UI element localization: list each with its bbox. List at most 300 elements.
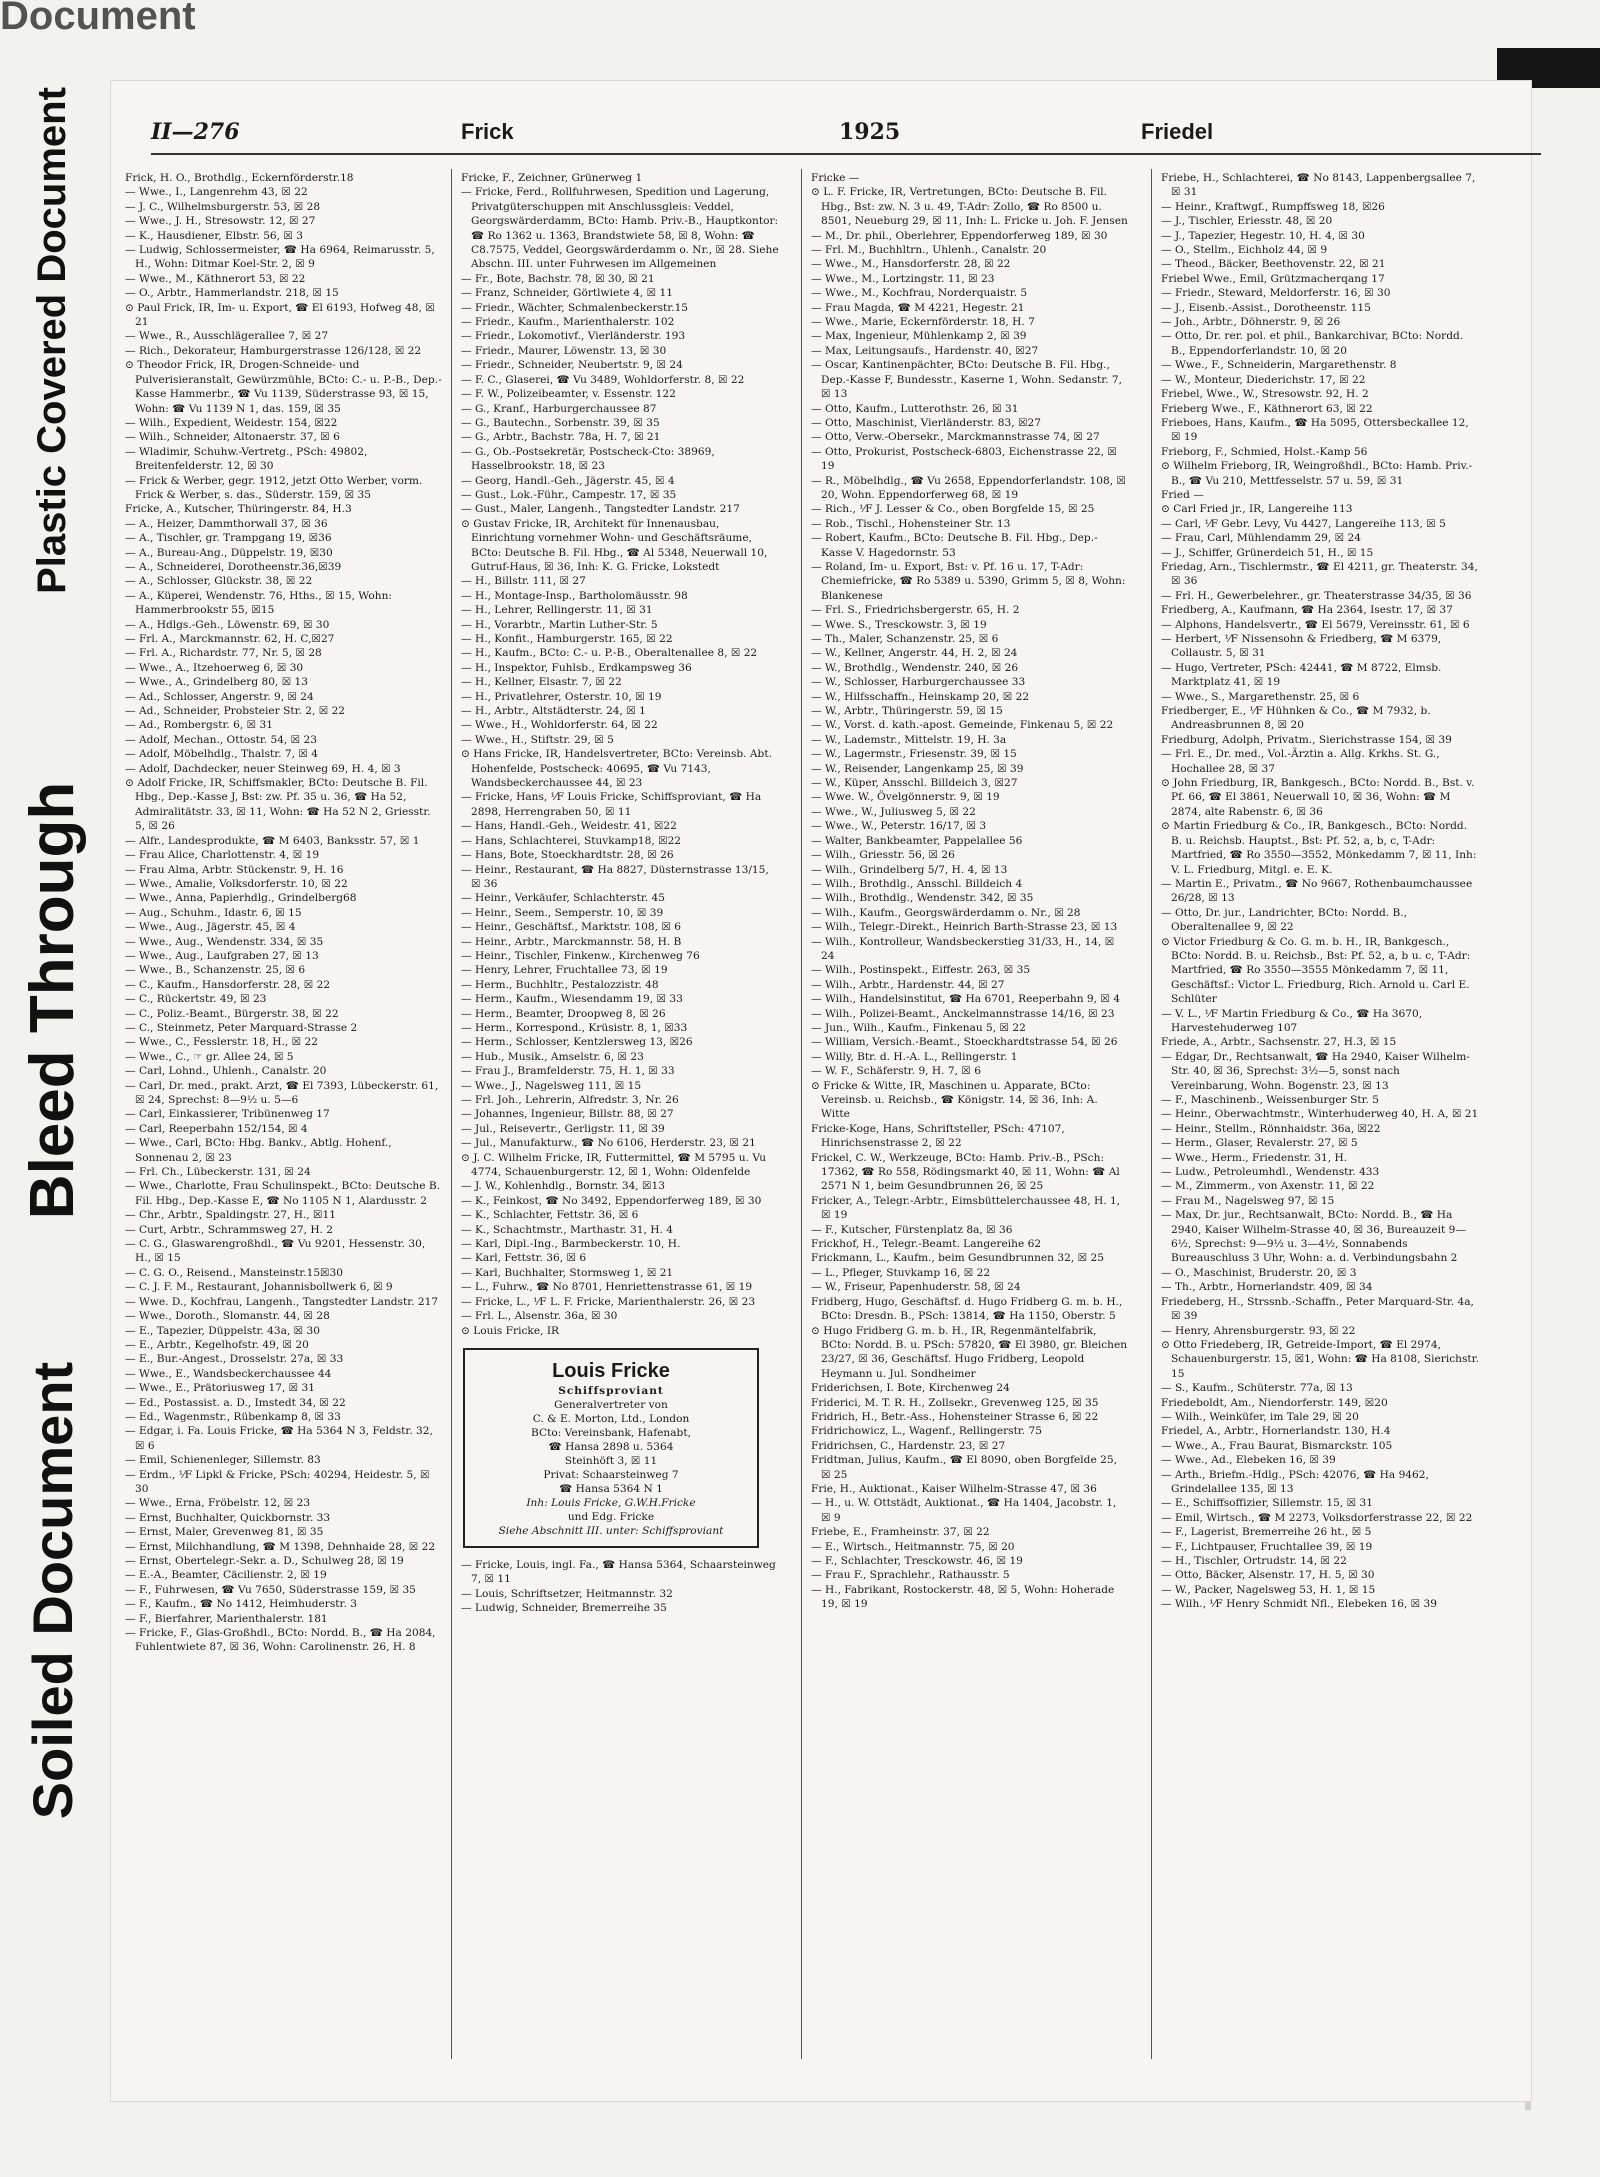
directory-entry: — Th., Arbtr., Hornerlandstr. 409, ☒ 34 <box>1161 1281 1373 1294</box>
directory-entry: — F., Maschinenb., Weissenburger Str. 5 <box>1161 1094 1379 1106</box>
directory-entry: Fried — <box>1161 488 1204 501</box>
directory-entry: — Wwe., Aug., Wendenstr. 334, ☒ 35 <box>125 935 324 948</box>
directory-entry: Friedberg, A., Kaufmann, ☎ Ha 2364, Isestr. 17, ☒ 37 <box>1161 604 1453 617</box>
directory-entry: — C., Rückertstr. 49, ☒ 23 <box>125 993 267 1006</box>
directory-entry: — Th., Maler, Schanzenstr. 25, ☒ 6 <box>811 633 999 645</box>
directory-entry: — Fricke, Louis, ingl. Fa., ☎ Hansa 5364, Schaarsteinweg 7, ☒ 11 <box>461 1558 776 1586</box>
directory-entry: — C., Poliz.-Beamt., Bürgerstr. 38, ☒ 22 <box>125 1007 339 1020</box>
directory-entry: — Arth., Briefm.-Hdlg., PSch: 42076, ☎ Ha 9462, Grindelallee 135, ☒ 13 <box>1161 1468 1429 1495</box>
directory-entry: — H., Arbtr., Altstädterstr. 24, ☒ 1 <box>461 705 646 718</box>
directory-entry: — Frau F., Sprachlehr., Rathausstr. 5 <box>811 1569 1010 1582</box>
directory-entry: — W., Brothdlg., Wendenstr. 240, ☒ 26 <box>811 661 1019 674</box>
stamp-plastic-covered: Plastic Covered Document <box>30 86 75 594</box>
ad-subtitle: Schiffsproviant <box>558 1384 664 1397</box>
directory-entry: — Wwe., R., Ausschlägerallee 7, ☒ 27 <box>125 330 329 343</box>
directory-entry: — K., Schlachter, Fettstr. 36, ☒ 6 <box>461 1209 639 1222</box>
directory-entry: — Karl, Fettstr. 36, ☒ 6 <box>461 1252 587 1265</box>
directory-entry: — Theod., Bäcker, Beethovenstr. 22, ☒ 21 <box>1161 258 1386 271</box>
directory-entry: — Willy, Btr. d. H.-A. L., Rellingerstr. 1 <box>811 1050 1018 1063</box>
directory-entry: — Wwe., M., Kochfrau, Norderquaistr. 5 <box>811 287 1028 300</box>
directory-entry: — Frau Magda, ☎ M 4221, Hegestr. 21 <box>811 301 1025 314</box>
directory-entry: — Roland, Im- u. Export, Bst: v. Pf. 16 u. 17, T-Adr: Chemiefricke, ☎ Ro 5389 u. 5390, Grimm 5, ☒ 8, Wohn: Blankenese <box>811 560 1126 602</box>
directory-entry: — W., Reisender, Langenkamp 25, ☒ 39 <box>811 762 1024 775</box>
directory-entry: — A., Bureau-Ang., Düppelstr. 19, ☒30 <box>125 546 333 559</box>
directory-entry: — F., Kutscher, Fürstenplatz 8a, ☒ 36 <box>811 1223 1013 1236</box>
directory-entry: — Wilh., Schneider, Altonaerstr. 37, ☒ 6 <box>125 431 340 444</box>
directory-entry: — Wwe., Aug., Laufgraben 27, ☒ 13 <box>125 949 319 962</box>
directory-entry: — E.-A., Beamter, Cäcilienstr. 2, ☒ 19 <box>125 1569 327 1582</box>
directory-entry: — Louis, Schriftsetzer, Heitmannstr. 32 <box>461 1587 673 1600</box>
directory-entry: — E., Bur.-Angest., Drosselstr. 27a, ☒ 33 <box>125 1353 344 1366</box>
directory-entry: — Wilh., Kontrolleur, Wandsbeckerstieg 31/33, H., 14, ☒ 24 <box>811 935 1115 962</box>
directory-entry: — Edgar, Dr., Rechtsanwalt, ☎ Ha 2940, Kaiser Wilhelm-Str. 40, ☒ 36, Sprechst: 3½—5, sonst nach Vereinbarung, Wohn. Bogenstr. 23, ☒ 13 <box>1161 1050 1470 1092</box>
directory-entry: Frieboes, Hans, Kaufm., ☎ Ha 5095, Ottersbeckallee 12, ☒ 19 <box>1161 416 1469 444</box>
directory-entry: — W., Küper, Ansschl. Billdeich 3, ☒27 <box>811 777 1018 790</box>
directory-entry: — Wilh., ⅟F Henry Schmidt Nfl., Elebeken 16, ☒ 39 <box>1161 1598 1438 1611</box>
directory-entry: — W., Arbtr., Thüringerstr. 59, ☒ 15 <box>811 705 1003 718</box>
directory-entry: — Aug., Schuhm., Idastr. 6, ☒ 15 <box>125 906 302 919</box>
directory-entry: — Hans, Schlachterei, Stuvkamp18, ☒22 <box>461 834 682 847</box>
directory-entry: — Frl. Ch., Lübeckerstr. 131, ☒ 24 <box>125 1166 311 1179</box>
directory-entry: ⊙ Otto Friedeberg, IR, Getreide-Import, ☎ El 2974, Schauenburgerstr. 15, ☒1, Wohn: ☎ Ha 8108, Sierichstr. 15 <box>1161 1338 1479 1380</box>
directory-entry: — J., Eisenb.-Assist., Dorotheenstr. 115 <box>1161 301 1371 314</box>
directory-entry: Fridrichowicz, L., Wagenf., Rellingerstr. 75 <box>811 1425 1042 1438</box>
directory-entry: — Fricke, Hans, ⅟F Louis Fricke, Schiffsproviant, ☎ Ha 2898, Herrengraben 50, ☒ 11 <box>461 791 762 818</box>
directory-entry: — G., Bautechn., Sorbenstr. 39, ☒ 35 <box>461 416 660 429</box>
directory-entry: — Wilh., Expedient, Weidestr. 154, ☒22 <box>125 416 338 429</box>
directory-entry: — Wwe., C., Fesslerstr. 18, H., ☒ 22 <box>125 1036 318 1049</box>
directory-entry: — Wilh., Telegr.-Direkt., Heinrich Barth-Strasse 23, ☒ 13 <box>811 921 1118 934</box>
directory-entry: — Frl. S., Friedrichsbergerstr. 65, H. 2 <box>811 604 1020 617</box>
ad-line: Privat: Schaarsteinweg 7 <box>543 1468 679 1481</box>
directory-entry: Fricke-Koge, Hans, Schriftsteller, PSch: 47107, Hinrichsenstrasse 2, ☒ 22 <box>811 1122 1065 1150</box>
directory-entry: Frick, H. O., Brothdlg., Eckernförderstr.18 <box>125 172 354 184</box>
directory-entry: — Wwe., Erna, Fröbelstr. 12, ☒ 23 <box>125 1497 311 1510</box>
directory-entry: — W., Friseur, Papenhuderstr. 58, ☒ 24 <box>811 1281 1021 1294</box>
directory-entry: Friede, A., Arbtr., Sachsenstr. 27, H.3, ☒ 15 <box>1161 1036 1397 1049</box>
directory-entry: — R., Möbelhdlg., ☎ Vu 2658, Eppendorferlandstr. 108, ☒ 20, Wohn. Eppendorferweg 68, ☒ 19 <box>811 474 1126 501</box>
directory-entry: — A., Heizer, Dammthorwall 37, ☒ 36 <box>125 517 328 530</box>
directory-entry: — Wilh., Arbtr., Hardenstr. 44, ☒ 27 <box>811 978 1005 991</box>
directory-entry: — G., Ob.-Postsekretär, Postscheck-Cto: 38969, Hasselbrookstr. 18, ☒ 23 <box>461 445 715 473</box>
directory-entry: — Frl. H., Gewerbelehrer., gr. Theaterstrasse 34/35, ☒ 36 <box>1161 589 1472 602</box>
directory-entry: — H., Konfit., Hamburgerstr. 165, ☒ 22 <box>461 633 673 645</box>
directory-entry: — H., Inspektor, Fuhlsb., Erdkampsweg 36 <box>461 661 692 674</box>
directory-entry: — A., Schneiderei, Dorotheenstr.36,☒39 <box>125 560 342 573</box>
directory-entry: ⊙ Paul Frick, IR, Im- u. Export, ☎ El 6193, Hofweg 48, ☒ 21 <box>125 301 435 329</box>
directory-entry: ⊙ Hugo Fridberg G. m. b. H., IR, Regenmäntelfabrik, BCto: Nordd. B. u. PSch: 57820, ☎ El 3980, gr. Bleichen 23/27, ☒ 36, Geschäftsf. Hugo Fridberg, Leopold Heymann u. Jul. Sondheimer <box>811 1324 1128 1380</box>
directory-entry: — Otto, Dr. jur., Landrichter, BCto: Nordd. B., Oberaltenallee 9, ☒ 22 <box>1161 906 1408 934</box>
directory-entry: ⊙ Adolf Fricke, IR, Schiffsmakler, BCto: Deutsche B. Fil. Hbg., Dep.-Kasse J, Bst: zw. Pf. 35 u. 36, ☎ Ha 52, Admiralitätstr. 33, ☒ 11, Wohn: ☎ Ha 52 N 2, Griesstr. 5, ☒ 26 <box>125 777 431 833</box>
directory-entry: — Friedr., Lokomotivf., Vierländerstr. 193 <box>461 330 686 343</box>
directory-entry: — Wwe., Aug., Jägerstr. 45, ☒ 4 <box>125 921 296 934</box>
directory-entry: — Wwe., F., Schneiderin, Margarethenstr. 8 <box>1161 359 1397 372</box>
directory-entry: — Wwe., Marie, Eckernförderstr. 18, H. 7 <box>811 316 1035 329</box>
directory-entry: — Wilh., Postinspekt., Eiffestr. 263, ☒ 35 <box>811 964 1031 977</box>
header-year: 1925 <box>839 119 901 145</box>
directory-entry: — Jul., Reisevertr., Gerligstr. 11, ☒ 39 <box>461 1122 665 1135</box>
directory-entry: — W., Lademstr., Mittelstr. 19, H. 3a <box>811 733 1007 746</box>
stamp-partial: Document <box>0 0 196 38</box>
directory-entry: — W., Packer, Nagelsweg 53, H. 1, ☒ 15 <box>1161 1583 1376 1596</box>
directory-entry: Friedberger, E., ⅟F Hühnken & Co., ☎ M 7932, b. Andreasbrunnen 8, ☒ 20 <box>1161 705 1431 732</box>
directory-entry: Fricke, F., Zeichner, Grünerweg 1 <box>461 172 643 184</box>
directory-entry: — Wilh., Handelsinstitut, ☎ Ha 6701, Reeperbahn 9, ☒ 4 <box>811 993 1120 1006</box>
directory-entry: — Wilh., Polizei-Beamt., Anckelmannstrasse 14/16, ☒ 23 <box>811 1007 1115 1020</box>
directory-entry: — W., Hilfsschaffn., Heinskamp 20, ☒ 22 <box>811 690 1030 703</box>
directory-entry: — Wilh., Griesstr. 56, ☒ 26 <box>811 849 955 862</box>
directory-entry: — Oscar, Kantinenpächter, BCto: Deutsche B. Fil. Hbg., Dep.-Kasse F, Bundesstr., Kaserne 1, Wohn. Sedanstr. 7, ☒ 13 <box>811 359 1123 401</box>
column-divider <box>1151 169 1152 2059</box>
directory-entry: — Frau Alice, Charlottenstr. 4, ☒ 19 <box>125 849 320 862</box>
directory-entry: Fricke, A., Kutscher, Thüringerstr. 84, H.3 <box>125 503 352 516</box>
directory-entry: Fridberg, Hugo, Geschäftsf. d. Hugo Fridberg G. m. b. H., BCto: Dresdn. B., PSch: 13814, ☎ Ha 1150, Oberstr. 5 <box>811 1295 1123 1323</box>
directory-entry: — F., Fuhrwesen, ☎ Vu 7650, Süderstrasse 159, ☒ 35 <box>125 1583 416 1596</box>
directory-entry: Fridrich, H., Betr.-Ass., Hohensteiner Strasse 6, ☒ 22 <box>811 1410 1099 1423</box>
directory-entry: ⊙ Gustav Fricke, IR, Architekt für Innenausbau, Einrichtung vornehmer Wohn- und Geschäftsräume, BCto: Deutsche B. Fil. Hbg., ☎ Al 5348, Neuerwall 10, Gutruf-Haus, ☒ 36, Inh: K. G. Fricke, Lokstedt <box>461 517 768 573</box>
directory-entry: — Frl. M., Buchhltrn., Uhlenh., Canalstr. 20 <box>811 244 1047 257</box>
directory-entry: — Ernst, Milchhandlung, ☎ M 1398, Dehnhaide 28, ☒ 22 <box>125 1540 436 1553</box>
ad-line: und Edg. Fricke <box>567 1510 655 1523</box>
directory-entry: Friebe, E., Framheinstr. 37, ☒ 22 <box>811 1526 990 1539</box>
directory-entry: — H., Kaufm., BCto: C.- u. P.-B., Oberaltenallee 8, ☒ 22 <box>461 647 758 660</box>
ad-line: Steinhöft 3, ☒ 11 <box>564 1454 658 1467</box>
column-4 <box>1161 171 1479 2061</box>
directory-entry: — W., Schlosser, Harburgerchaussee 33 <box>811 676 1026 689</box>
directory-entry: — Wwe., A., Grindelberg 80, ☒ 13 <box>125 676 309 689</box>
directory-entry: — E., Tapezier, Düppelstr. 43a, ☒ 30 <box>125 1324 321 1337</box>
ad-title: Louis Fricke <box>552 1359 670 1382</box>
directory-entry: — Frl. A., Marckmannstr. 62, H. C,☒27 <box>125 633 335 645</box>
directory-entry: — Erdm., ⅟F Lipkl & Fricke, PSch: 40294, Heidestr. 5, ☒ 30 <box>125 1468 430 1495</box>
ad-line: Inh: Louis Fricke, G.W.H.Fricke <box>526 1496 696 1509</box>
directory-entry: — Wwe., Ad., Elebeken 16, ☒ 39 <box>1161 1454 1336 1467</box>
directory-entry: — Frau M., Nagelsweg 97, ☒ 15 <box>1161 1194 1335 1207</box>
stamp-bleed-through: Bleed Through <box>18 781 88 1219</box>
directory-entry: — Wilh., Brothdlg., Wendenstr. 342, ☒ 35 <box>811 892 1034 905</box>
directory-entry: — Jun., Wilh., Kaufm., Finkenau 5, ☒ 22 <box>811 1021 1026 1034</box>
directory-entry: ⊙ Martin Friedburg & Co., IR, Bankgesch., BCto: Nordd. B. u. Reichsb. Hauptst., Bst: Pf. 52, a, b, c, T-Adr: Martfried, ☎ Ro 3550—3552, Mönkedamm 7, ☒ 11, Inh: V. L. Friedburg, Mitgl. e. E. K. <box>1161 820 1477 876</box>
directory-entry: — Ernst, Buchhalter, Quickbornstr. 33 <box>125 1511 331 1524</box>
directory-entry: — O., Arbtr., Hammerlandstr. 218, ☒ 15 <box>125 287 339 300</box>
directory-entry: — Otto, Kaufm., Lutterothstr. 26, ☒ 31 <box>811 402 1019 415</box>
directory-entry: — Herm., Korrespond., Krüsistr. 8, 1, ☒33 <box>461 1021 688 1034</box>
directory-entry: Friedeberg, H., Strssnb.-Schaffn., Peter Marquard-Str. 4a, ☒ 39 <box>1161 1295 1474 1323</box>
directory-entry: — Johannes, Ingenieur, Billstr. 88, ☒ 27 <box>461 1108 674 1121</box>
directory-entry: — Martin E., Privatm., ☎ No 9667, Rothenbaumchaussee 26/28, ☒ 13 <box>1161 877 1473 905</box>
directory-entry: — J. W., Kohlenhdlg., Bornstr. 34, ☒13 <box>461 1180 666 1193</box>
directory-entry: — Emil, Schienenleger, Sillemstr. 83 <box>125 1454 321 1467</box>
directory-entry: — W., Kellner, Angerstr. 44, H. 2, ☒ 24 <box>811 647 1018 660</box>
directory-entry: — Frick & Werber, gegr. 1912, jetzt Otto Werber, vorm. Frick & Werber, s. das., Süderstr. 159, ☒ 35 <box>125 474 423 501</box>
directory-entry: — Ernst, Obertelegr.-Sekr. a. D., Schulweg 28, ☒ 19 <box>125 1555 404 1567</box>
directory-entry: — Frau J., Bramfelderstr. 75, H. 1, ☒ 33 <box>461 1065 675 1078</box>
directory-entry: — A., Tischler, gr. Trampgang 19, ☒36 <box>125 532 332 545</box>
directory-entry: Friedburg, Adolph, Privatm., Sierichstrasse 154, ☒ 39 <box>1161 733 1452 746</box>
directory-entry: — Wilh., Weinküfer, im Tale 29, ☒ 20 <box>1161 1410 1359 1423</box>
directory-entry: — Frl. Joh., Lehrerin, Alfredstr. 3, Nr. 26 <box>461 1094 679 1106</box>
directory-entry: — Wwe., E., Prätoriusweg 17, ☒ 31 <box>125 1382 316 1395</box>
directory-entry: Frieborg, F., Schmied, Holst.-Kamp 56 <box>1161 445 1368 458</box>
directory-entry: — G., Kranf., Harburgerchaussee 87 <box>461 402 657 415</box>
directory-entry: — Ludw., Petroleumhdl., Wendenstr. 433 <box>1161 1166 1380 1179</box>
header-left-word: Frick <box>461 119 514 144</box>
directory-entry: — F., Lichtpauser, Fruchtallee 39, ☒ 19 <box>1161 1540 1373 1553</box>
directory-entry: ⊙ Fricke & Witte, IR, Maschinen u. Apparate, BCto: Vereinsb. u. Reichsb., ☎ Königstr. 14, ☒ 36, Inh: A. Witte <box>811 1079 1098 1121</box>
directory-entry: — Edgar, i. Fa. Louis Fricke, ☎ Ha 5364 N 3, Feldstr. 32, ☒ 6 <box>125 1425 433 1452</box>
directory-entry: Friebe, H., Schlachterei, ☎ No 8143, Lappenbergsallee 7, ☒ 31 <box>1161 172 1476 199</box>
directory-entry: Friedel, A., Arbtr., Hornerlandstr. 130, H.4 <box>1161 1425 1391 1438</box>
column-2 <box>461 171 779 2061</box>
directory-entry: — Wwe., M., Hansdorferstr. 28, ☒ 22 <box>811 258 1011 271</box>
directory-entry: — Frau Alma, Arbtr. Stückenstr. 9, H. 16 <box>125 863 344 876</box>
directory-entry: — William, Versich.-Beamt., Stoeckhardtstrasse 54, ☒ 26 <box>811 1036 1118 1049</box>
directory-entry: — Otto, Verw.-Obersekr., Marckmannstrasse 74, ☒ 27 <box>811 431 1100 444</box>
directory-entry: — Emil, Wirtsch., ☎ M 2273, Volksdorferstrasse 22, ☒ 22 <box>1161 1511 1473 1524</box>
ad-line: ☎ Hansa 5364 N 1 <box>559 1482 663 1495</box>
directory-entry: — Wwe., J. H., Stresowstr. 12, ☒ 27 <box>125 215 316 228</box>
directory-entry: — W., Vorst. d. kath.-apost. Gemeinde, Finkenau 5, ☒ 22 <box>811 719 1114 732</box>
directory-entry: Friedag, Arn., Tischlermstr., ☎ El 4211, gr. Theaterstr. 34, ☒ 36 <box>1161 560 1478 588</box>
directory-entry: — Ludwig, Schlossermeister, ☎ Ha 6964, Reimarusstr. 5, H., Wohn: Ditmar Koel-Str. 2, ☒ 9 <box>125 244 435 271</box>
directory-entry: — Wwe., W., Juliusweg 5, ☒ 22 <box>811 805 976 818</box>
directory-entry: — Ad., Schlosser, Angerstr. 9, ☒ 24 <box>125 690 314 703</box>
directory-entry: Fricker, A., Telegr.-Arbtr., Eimsbüttelerchaussee 48, H. 1, ☒ 19 <box>811 1194 1121 1222</box>
directory-entry: — J., Schiffer, Grünerdeich 51, H., ☒ 15 <box>1161 546 1374 559</box>
directory-entry: — Ernst, Maler, Grevenweg 81, ☒ 35 <box>125 1526 324 1539</box>
directory-entry: — Carl, Reeperbahn 152/154, ☒ 4 <box>125 1122 308 1135</box>
directory-entry: — Adolf, Dachdecker, neuer Steinweg 69, H. 4, ☒ 3 <box>125 762 401 775</box>
directory-entry: — J. C., Wilhelmsburgerstr. 53, ☒ 28 <box>125 200 321 213</box>
directory-entry: — K., Schachtmstr., Marthastr. 31, H. 4 <box>461 1223 673 1236</box>
directory-entry: — V. L., ⅟F Martin Friedburg & Co., ☎ Ha 3670, Harvestehuderweg 107 <box>1161 1007 1423 1034</box>
column-3 <box>811 171 1129 2061</box>
header-rule <box>151 153 1541 155</box>
directory-entry: — Adolf, Möbelhdlg., Thalstr. 7, ☒ 4 <box>125 748 318 761</box>
directory-entry: — Wwe. W., Övelgönnerstr. 9, ☒ 19 <box>811 791 1000 804</box>
ad-line: C. & E. Morton, Ltd., London <box>532 1412 690 1425</box>
directory-entry: — Ed., Postassist. a. D., Imstedt 34, ☒ 22 <box>125 1396 346 1409</box>
directory-entry: — Heinr., Restaurant, ☎ Ha 8827, Düsternstrasse 13/15, ☒ 36 <box>461 863 769 890</box>
directory-entry: — Alphons, Handelsvertr., ☎ El 5679, Vereinsstr. 61, ☒ 6 <box>1161 618 1470 631</box>
column-1 <box>125 171 443 2061</box>
directory-entry: — Hans, Bote, Stoeckhardtstr. 28, ☒ 26 <box>461 849 674 862</box>
directory-entry: ⊙ Victor Friedburg & Co. G. m. b. H., IR, Bankgesch., BCto: Nordd. B. u. Reichsb., Bst: Pf. 52, a, b u. c, T-Adr: Martfried, ☎ Ro 3550—3555 Mönkedamm 7, ☒ 11, Geschäftsf.: Victor L. Friedburg, Rich. Arnold u. Carl E. Schlüter <box>1161 935 1471 1006</box>
directory-entry: — W., Lagermstr., Friesenstr. 39, ☒ 15 <box>811 748 1017 761</box>
directory-entry: — Chr., Arbtr., Spaldingstr. 27, H., ☒11 <box>125 1209 337 1222</box>
directory-entry: ⊙ Carl Fried jr., IR, Langereihe 113 <box>1161 503 1353 516</box>
directory-entry: — Ludwig, Schneider, Bremerreihe 35 <box>461 1602 667 1615</box>
ad-line: ☎ Hansa 2898 u. 5364 <box>548 1440 674 1453</box>
directory-entry: — M., Dr. phil., Oberlehrer, Eppendorferweg 189, ☒ 30 <box>811 229 1108 242</box>
directory-entry: — J., Tapezier, Hegestr. 10, H. 4, ☒ 30 <box>1161 229 1365 242</box>
directory-entry: — H., Kellner, Elsastr. 7, ☒ 22 <box>461 676 622 689</box>
directory-entry: — H., Fabrikant, Rostockerstr. 48, ☒ 5, Wohn: Hoherade 19, ☒ 19 <box>811 1583 1115 1611</box>
ad-line: BCto: Vereinsbank, Hafenabt, <box>531 1426 691 1439</box>
directory-entry: ⊙ L. F. Fricke, IR, Vertretungen, BCto: Deutsche B. Fil. Hbg., Bst: zw. N. 3 u. 49, T-Adr: Zollo, ☎ Ro 8500 u. 8501, Neueburg 29, ☒ 11, Inh: L. Fricke u. Joh. F. Jensen <box>811 186 1128 228</box>
directory-entry: — Hub., Musik., Amselstr. 6, ☒ 23 <box>461 1050 644 1063</box>
directory-entry: — Heinr., Tischler, Finkenw., Kirchenweg 76 <box>461 949 700 962</box>
directory-entry: — Heinr., Seem., Semperstr. 10, ☒ 39 <box>461 906 664 919</box>
directory-entry: — K., Feinkost, ☎ No 3492, Eppendorferweg 189, ☒ 30 <box>461 1194 762 1207</box>
directory-entry: — Carl, Einkassierer, Tribünenweg 17 <box>125 1108 330 1121</box>
directory-entry: — Wwe., A., Frau Baurat, Bismarckstr. 105 <box>1161 1439 1393 1452</box>
directory-entry: — Wwe., Herm., Friedenstr. 31, H. <box>1161 1151 1348 1164</box>
directory-entry: — Fr., Bote, Bachstr. 78, ☒ 30, ☒ 21 <box>461 272 655 285</box>
column-divider <box>451 169 452 2059</box>
directory-entry: — Max, Leitungsaufs., Hardenstr. 40, ☒27 <box>811 344 1039 357</box>
directory-entry: — J., Tischler, Eriesstr. 48, ☒ 20 <box>1161 215 1333 228</box>
directory-entry: — Ad., Rombergstr. 6, ☒ 31 <box>125 719 273 732</box>
page-number: II—276 <box>151 119 240 145</box>
directory-entry: — Hugo, Vertreter, PSch: 42441, ☎ M 8722, Elmsb. Marktplatz 41, ☒ 19 <box>1161 661 1442 689</box>
directory-entry: — Wwe., Charlotte, Frau Schulinspekt., BCto: Deutsche B. Fil. Hbg., Dep.-Kasse E, ☎ No 1105 N 1, Alardusstr. 2 <box>125 1180 440 1207</box>
directory-entry: — F., Schlachter, Tresckowstr. 46, ☒ 19 <box>811 1555 1023 1567</box>
directory-entry: — Karl, Buchhalter, Stormsweg 1, ☒ 21 <box>461 1266 674 1279</box>
directory-entry: — Herm., Schlosser, Kentzlersweg 13, ☒26 <box>461 1036 693 1049</box>
directory-entry: — Hans, Handl.-Geh., Weidestr. 41, ☒22 <box>461 820 677 833</box>
directory-entry: — O., Stellm., Eichholz 44, ☒ 9 <box>1161 244 1328 257</box>
directory-entry: — Frau, Carl, Mühlendamm 29, ☒ 24 <box>1161 532 1361 545</box>
directory-entry: — Curt, Arbtr., Schrammsweg 27, H. 2 <box>125 1223 334 1236</box>
directory-entry: — Heinr., Arbtr., Marckmannstr. 58, H. B <box>461 935 682 948</box>
directory-entry: — Rich., Dekorateur, Hamburgerstrasse 126/128, ☒ 22 <box>125 344 422 357</box>
directory-entry: — Max, Dr. jur., Rechtsanwalt, BCto: Nordd. B., ☎ Ha 2940, Kaiser Wilhelm-Strasse 40, ☒ 36, Bureauzeit 9—6½, Sprechst: 9—9½ u. 3—4½, Sonnabends Bureauschluss 3 Uhr, Wohn: a. d. Verbindungsbahn 2 <box>1161 1209 1467 1265</box>
directory-entry: — Herm., Kaufm., Wiesendamm 19, ☒ 33 <box>461 993 683 1006</box>
directory-entry: Fridtman, Julius, Kaufm., ☎ El 8090, oben Borgfelde 25, ☒ 25 <box>811 1454 1117 1481</box>
directory-entry: Friebel, Wwe., W., Stresowstr. 92, H. 2 <box>1161 388 1369 401</box>
directory-entry: — W. F., Schäferstr. 9, H. 7, ☒ 6 <box>811 1065 981 1078</box>
directory-entry: — Friedr., Wächter, Schmalenbeckerstr.15 <box>461 301 689 314</box>
directory-page <box>110 80 1532 2102</box>
directory-entry: — Frl. L., Alsenstr. 36a, ☒ 30 <box>461 1310 618 1323</box>
directory-entry: — A., Schlosser, Glückstr. 38, ☒ 22 <box>125 575 313 588</box>
directory-entry: — Carl, Lohnd., Uhlenh., Canalstr. 20 <box>125 1065 327 1078</box>
directory-entry: Frie, H., Auktionat., Kaiser Wilhelm-Strasse 47, ☒ 36 <box>811 1482 1097 1495</box>
directory-entry: — Heinr., Verkäufer, Schlachterstr. 45 <box>461 892 665 905</box>
directory-entry: — Max, Ingenieur, Mühlenkamp 2, ☒ 39 <box>811 330 1027 343</box>
directory-entry: — O., Maschinist, Bruderstr. 20, ☒ 3 <box>1161 1266 1357 1279</box>
directory-entry: — Jul., Manufakturw., ☎ No 6106, Herderstr. 23, ☒ 21 <box>461 1137 756 1150</box>
directory-entry: — S., Kaufm., Schüterstr. 77a, ☒ 13 <box>1161 1382 1353 1395</box>
directory-entry: — Henry, Lehrer, Fruchtallee 73, ☒ 19 <box>461 964 668 977</box>
directory-entry: — Fricke, L., ⅟F L. F. Fricke, Marienthalerstr. 26, ☒ 23 <box>461 1295 756 1308</box>
directory-entry: — Wwe., Doroth., Slomanstr. 44, ☒ 28 <box>125 1310 330 1323</box>
directory-entry: — Heinr., Geschäftsf., Marktstr. 108, ☒ 6 <box>461 921 681 934</box>
column-divider <box>801 169 802 2059</box>
directory-entry: — Carl, Dr. med., prakt. Arzt, ☎ El 7393, Lübeckerstr. 61, ☒ 24, Sprechst: 8—9½ u. 5—6 <box>125 1079 439 1106</box>
directory-entry: — Wwe., E., Wandsbeckerchaussee 44 <box>125 1367 332 1380</box>
directory-entry: — Wilh., Kaufm., Georgswärderdamm o. Nr., ☒ 28 <box>811 906 1081 919</box>
directory-entry: — Henry, Ahrensburgerstr. 93, ☒ 22 <box>1161 1324 1356 1337</box>
directory-entry: — Friedr., Schneider, Neubertstr. 9, ☒ 24 <box>461 359 683 372</box>
directory-entry: — C. G. O., Reisend., Mansteinstr.15☒30 <box>125 1266 344 1279</box>
directory-entry: Frickel, C. W., Werkzeuge, BCto: Hamb. Priv.-B., PSch: 17362, ☎ Ro 558, Rödingsmarkt 40, ☒ 11, Wohn: ☎ Al 2571 N 1, beim Gesundbrunnen 26, ☒ 25 <box>811 1151 1120 1193</box>
directory-entry: — Wilh., Grindelberg 5/7, H. 4, ☒ 13 <box>811 863 1008 876</box>
directory-entry: — Wwe., I., Langenrehm 43, ☒ 22 <box>125 186 308 199</box>
directory-entry: ⊙ J. C. Wilhelm Fricke, IR, Futtermittel, ☎ M 5795 u. Vu 4774, Schauenburgerstr. 12, ☒ 1, Wohn: Oldenfelde <box>461 1151 767 1179</box>
directory-entry: — Wwe., M., Käthnerort 53, ☒ 22 <box>125 272 306 285</box>
directory-entry: ⊙ John Friedburg, IR, Bankgesch., BCto: Nordd. B., Bst. v. Pf. 66, ☎ El 3861, Neuerwall 10, ☒ 36, Wohn: ☎ M 2874, alte Rabenstr. 6, ☒ 36 <box>1161 777 1475 818</box>
directory-entry: ⊙ Louis Fricke, IR <box>461 1324 559 1337</box>
directory-entry: — H., u. W. Ottstädt, Auktionat., ☎ Ha 1404, Jacobstr. 1, ☒ 9 <box>811 1497 1117 1524</box>
directory-entry: — L., Pfleger, Stuvkamp 16, ☒ 22 <box>811 1266 991 1279</box>
directory-entry: — F., Bierfahrer, Marienthalerstr. 181 <box>125 1612 328 1625</box>
directory-entry: — Carl, ⅟F Gebr. Levy, Vu 4427, Langereihe 113, ☒ 5 <box>1161 517 1446 530</box>
directory-entry: — Herbert, ⅟F Nissensohn & Friedberg, ☎ M 6379, Collaustr. 5, ☒ 31 <box>1161 633 1442 660</box>
directory-entry: — Herm., Glaser, Revalerstr. 27, ☒ 5 <box>1161 1137 1358 1150</box>
directory-entry: — Fricke, F., Glas-Großhdl., BCto: Nordd. B., ☎ Ha 2084, Fuhlentwiete 87, ☒ 36, Wohn: Carolinenstr. 26, H. 8 <box>125 1627 436 1654</box>
directory-entry: — F. C., Glaserei, ☎ Vu 3489, Wohldorferstr. 8, ☒ 22 <box>461 373 745 386</box>
directory-entry: — Otto, Dr. rer. pol. et phil., Bankarchivar, BCto: Nordd. B., Eppendorferlandstr. 10, ☒ 20 <box>1161 330 1464 357</box>
directory-entry: — A., Hdlgs.-Geh., Löwenstr. 69, ☒ 30 <box>125 618 330 631</box>
directory-entry: Frickmann, L., Kaufm., beim Gesundbrunnen 32, ☒ 25 <box>811 1252 1104 1265</box>
directory-entry: — Wwe., C., ☞ gr. Allee 24, ☒ 5 <box>125 1050 294 1063</box>
directory-entry: — F., Kaufm., ☎ No 1412, Heimhuderstr. 3 <box>125 1598 357 1611</box>
directory-entry: Frieberg Wwe., F., Käthnerort 63, ☒ 22 <box>1161 402 1373 415</box>
directory-entry: — E., Schiffsoffizier, Sillemstr. 15, ☒ 31 <box>1161 1497 1373 1510</box>
directory-entry: — Wwe. S., Tresckowstr. 3, ☒ 19 <box>811 618 987 631</box>
directory-entry: — Herm., Beamter, Droopweg 8, ☒ 26 <box>461 1007 666 1020</box>
directory-entry: — Herm., Buchhltr., Pestalozzistr. 48 <box>461 978 659 991</box>
directory-entry: — Friedr., Maurer, Löwenstr. 13, ☒ 30 <box>461 344 667 357</box>
directory-entry: — Joh., Arbtr., Döhnerstr. 9, ☒ 26 <box>1161 316 1341 329</box>
directory-entry: — Robert, Kaufm., BCto: Deutsche B. Fil. Hbg., Dep.-Kasse V. Hagedornstr. 53 <box>811 532 1098 559</box>
directory-entry: — H., Tischler, Ortrudstr. 14, ☒ 22 <box>1161 1555 1347 1567</box>
directory-entry: — Ed., Wagenmstr., Rübenkamp 8, ☒ 33 <box>125 1410 341 1423</box>
directory-entry: Friderici, M. T. R. H., Zollsekr., Grevenweg 125, ☒ 35 <box>811 1396 1099 1409</box>
directory-entry: — H., Montage-Insp., Bartholomäusstr. 98 <box>461 589 688 602</box>
directory-entry: — Wwe. D., Kochfrau, Langenh., Tangstedter Landstr. 217 <box>125 1295 439 1308</box>
directory-entry: — C. J. F. M., Restaurant, Johannisbollwerk 6, ☒ 9 <box>125 1281 393 1294</box>
directory-entry: — Wwe., S., Margarethenstr. 25, ☒ 6 <box>1161 690 1360 703</box>
directory-entry: Friderichsen, I. Bote, Kirchenweg 24 <box>811 1382 1010 1395</box>
directory-entry: ⊙ Hans Fricke, IR, Handelsvertreter, BCto: Vereinsb. Abt. Hohenfelde, Postscheck: 40695, ☎ Vu 7143, Wandsbeckerchaussee 44, ☒ 23 <box>461 748 772 790</box>
directory-entry: — Wwe., Anna, Papierhdlg., Grindelberg68 <box>125 892 357 905</box>
directory-entry: — Wwe., Carl, BCto: Hbg. Bankv., Abtlg. Hohenf., Sonnenau 2, ☒ 23 <box>125 1137 392 1164</box>
directory-entry: — Wwe., H., Stiftstr. 29, ☒ 5 <box>461 733 614 746</box>
directory-entry: — Ad., Schneider, Probsteier Str. 2, ☒ 22 <box>125 705 346 718</box>
directory-entry: — Karl, Dipl.-Ing., Barmbeckerstr. 10, H. <box>461 1238 681 1251</box>
directory-entry: Friebel Wwe., Emil, Grützmacherqang 17 <box>1161 272 1385 285</box>
page-header <box>151 119 1571 149</box>
directory-entry: Friedeboldt, Am., Niendorferstr. 149, ☒20 <box>1161 1396 1388 1409</box>
directory-entry: — Gust., Lok.-Führ., Campestr. 17, ☒ 35 <box>461 488 677 501</box>
directory-entry: — M., Zimmerm., von Axenstr. 11, ☒ 22 <box>1161 1180 1375 1193</box>
directory-entry: ⊙ Wilhelm Frieborg, IR, Weingroßhdl., BCto: Hamb. Priv.-B., ☎ Vu 210, Mettfesselstr. 57 u. 59, ☒ 31 <box>1161 460 1473 487</box>
directory-entry: — A., Küperei, Wendenstr. 76, Hths., ☒ 15, Wohn: Hammerbrookstr 55, ☒15 <box>125 589 392 617</box>
directory-entry: — W., Monteur, Diederichstr. 17, ☒ 22 <box>1161 373 1366 386</box>
directory-entry: — Wwe., H., Wohldorferstr. 64, ☒ 22 <box>461 719 658 732</box>
directory-entry: — Alfr., Landesprodukte, ☎ M 6403, Banksstr. 57, ☒ 1 <box>125 834 420 847</box>
directory-entry: — Wwe., W., Peterstr. 16/17, ☒ 3 <box>811 820 987 833</box>
directory-entry: Fricke — <box>811 172 860 184</box>
directory-entry: — Friedr., Steward, Meldorferstr. 16, ☒ 30 <box>1161 287 1391 300</box>
directory-entry: — L., Fuhrw., ☎ No 8701, Henriettenstrasse 61, ☒ 19 <box>461 1281 753 1294</box>
directory-entry: — Frl. A., Richardstr. 77, Nr. 5, ☒ 28 <box>125 647 322 660</box>
header-right-word: Friedel <box>1141 119 1214 144</box>
directory-entry: — E., Wirtsch., Heitmannstr. 75, ☒ 20 <box>811 1540 1015 1553</box>
directory-entry: — Georg, Handl.-Geh., Jägerstr. 45, ☒ 4 <box>461 474 675 487</box>
directory-entry: — Rich., ⅟F J. Lesser & Co., oben Borgfelde 15, ☒ 25 <box>811 503 1095 516</box>
directory-entry: ⊙ Theodor Frick, IR, Drogen-Schneide- und Pulverisieranstalt, Gewürzmühle, BCto: C.- u. P.-B., Dep.-Kasse Hammerbr., ☎ Vu 1139, Süderstrasse 93, ☒ 15, Wohn: ☎ Vu 1139 N 1, das. 159, ☒ 35 <box>125 359 442 415</box>
directory-entry: — Friedr., Kaufm., Marienthalerstr. 102 <box>461 316 675 329</box>
directory-entry: — F., Lagerist, Bremerreihe 26 ht., ☒ 5 <box>1161 1526 1372 1539</box>
advertisement-box <box>463 1348 759 1548</box>
directory-entry: — H., Billstr. 111, ☒ 27 <box>461 575 586 588</box>
directory-entry: — Heinr., Stellm., Rönnhaidstr. 36a, ☒22 <box>1161 1122 1381 1135</box>
directory-entry: — Wwe., A., Itzehoerweg 6, ☒ 30 <box>125 661 304 674</box>
